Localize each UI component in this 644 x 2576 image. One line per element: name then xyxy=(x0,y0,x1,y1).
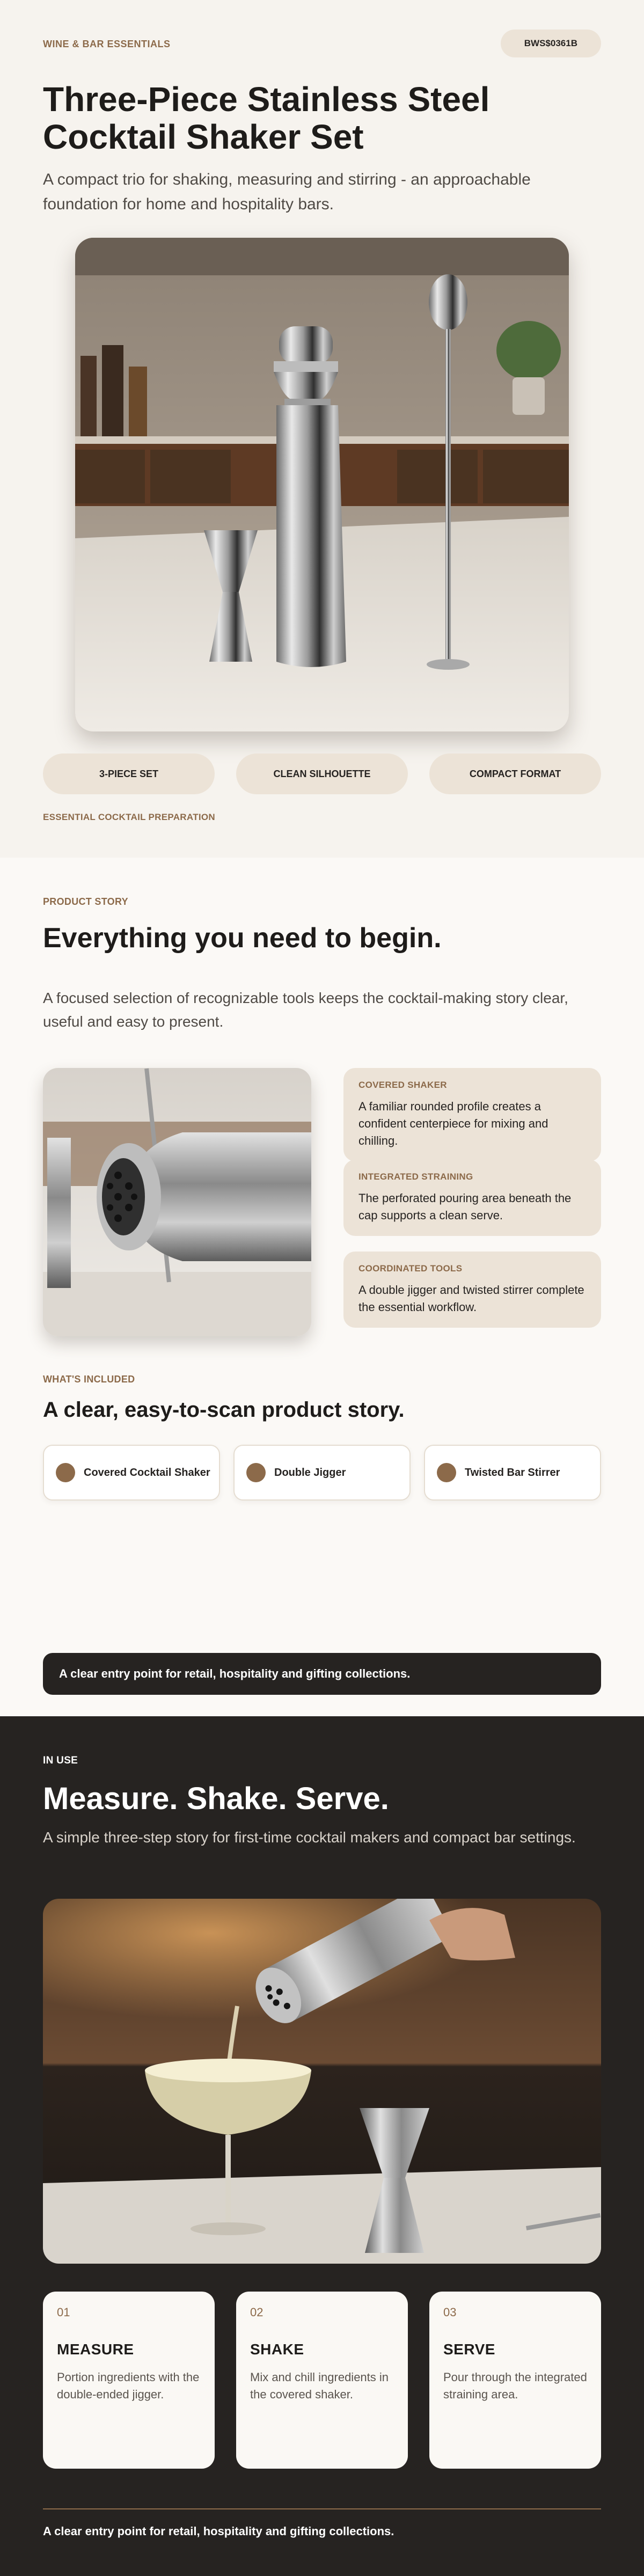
story-text: A focused selection of recognizable tools keeps the cocktail-making story clear, useful and easy to present. xyxy=(43,990,568,1030)
feature-title: INTEGRATED STRAINING xyxy=(358,1172,473,1182)
hero-section xyxy=(0,0,644,858)
pouring-cocktail-image xyxy=(43,1899,601,2264)
inuse-eyebrow: IN USE xyxy=(43,1755,78,1766)
product-hero-image xyxy=(75,238,569,731)
step-number: 02 xyxy=(250,2306,264,2319)
feature-title: COORDINATED TOOLS xyxy=(358,1263,463,1274)
item-bullet-icon xyxy=(437,1463,456,1482)
item-bullet-icon xyxy=(56,1463,75,1482)
step-card-measure xyxy=(43,2292,215,2469)
feature-pill-silhouette: CLEAN SILHOUETTE xyxy=(236,753,408,794)
included-item-jigger xyxy=(233,1445,411,1501)
item-bullet-icon xyxy=(246,1463,266,1482)
included-item-label: Twisted Bar Stirrer xyxy=(465,1466,560,1479)
hero-subtitle: A compact trio for shaking, measuring and stirring - an approachable foundation for home and hospitality bars. xyxy=(43,171,531,213)
feature-text: A familiar rounded profile creates a confident centerpiece for mixing and chilling. xyxy=(358,1100,548,1147)
footer-divider xyxy=(43,2508,601,2509)
feature-pill-compact: COMPACT FORMAT xyxy=(429,753,601,794)
feature-card-coordinated-tools xyxy=(343,1252,601,1328)
step-card-serve xyxy=(429,2292,601,2469)
story-title: Everything you need to begin. xyxy=(43,923,442,954)
included-item-shaker xyxy=(43,1445,220,1501)
step-number: 01 xyxy=(57,2306,70,2319)
feature-title: COVERED SHAKER xyxy=(358,1080,447,1090)
included-item-stirrer xyxy=(424,1445,601,1501)
step-text: Portion ingredients with the double-ended jigger. xyxy=(57,2370,200,2401)
retail-banner: A clear entry point for retail, hospitality and gifting collections. xyxy=(43,1653,601,1695)
step-title: SERVE xyxy=(443,2341,495,2358)
hero-footnote: ESSENTIAL COCKTAIL PREPARATION xyxy=(43,812,216,822)
included-item-label: Double Jigger xyxy=(274,1466,346,1479)
step-text: Pour through the integrated straining area. xyxy=(443,2370,587,2401)
feature-card-covered-shaker xyxy=(343,1068,601,1161)
step-text: Mix and chill ingredients in the covered shaker. xyxy=(250,2370,389,2401)
feature-card-integrated-straining xyxy=(343,1160,601,1236)
feature-text: The perforated pouring area beneath the cap supports a clean serve. xyxy=(358,1191,572,1222)
step-number: 03 xyxy=(443,2306,457,2319)
step-title: SHAKE xyxy=(250,2341,304,2358)
footer-text: A clear entry point for retail, hospitality and gifting collections. xyxy=(43,2524,394,2538)
included-title: A clear, easy-to-scan product story. xyxy=(43,1398,405,1422)
sku-badge: BWS$0361B xyxy=(501,30,601,57)
inuse-title: Measure. Shake. Serve. xyxy=(43,1781,389,1816)
step-card-shake xyxy=(236,2292,408,2469)
product-story-section xyxy=(0,858,644,1716)
step-title: MEASURE xyxy=(57,2341,134,2358)
story-eyebrow: PRODUCT STORY xyxy=(43,896,128,907)
page-title: Three-Piece Stainless Steel Cocktail Shaker Set xyxy=(43,80,490,156)
shaker-detail-image xyxy=(43,1068,311,1336)
included-eyebrow: WHAT'S INCLUDED xyxy=(43,1374,135,1385)
feature-text: A double jigger and twisted stirrer complete the essential workflow. xyxy=(358,1283,584,1314)
included-item-label: Covered Cocktail Shaker xyxy=(84,1466,210,1479)
in-use-section xyxy=(0,1716,644,2576)
feature-pill-3-piece: 3-PIECE SET xyxy=(43,753,215,794)
category-label: WINE & BAR ESSENTIALS xyxy=(43,39,171,49)
inuse-subtitle: A simple three-step story for first-time cocktail makers and compact bar settings. xyxy=(43,1829,576,1846)
